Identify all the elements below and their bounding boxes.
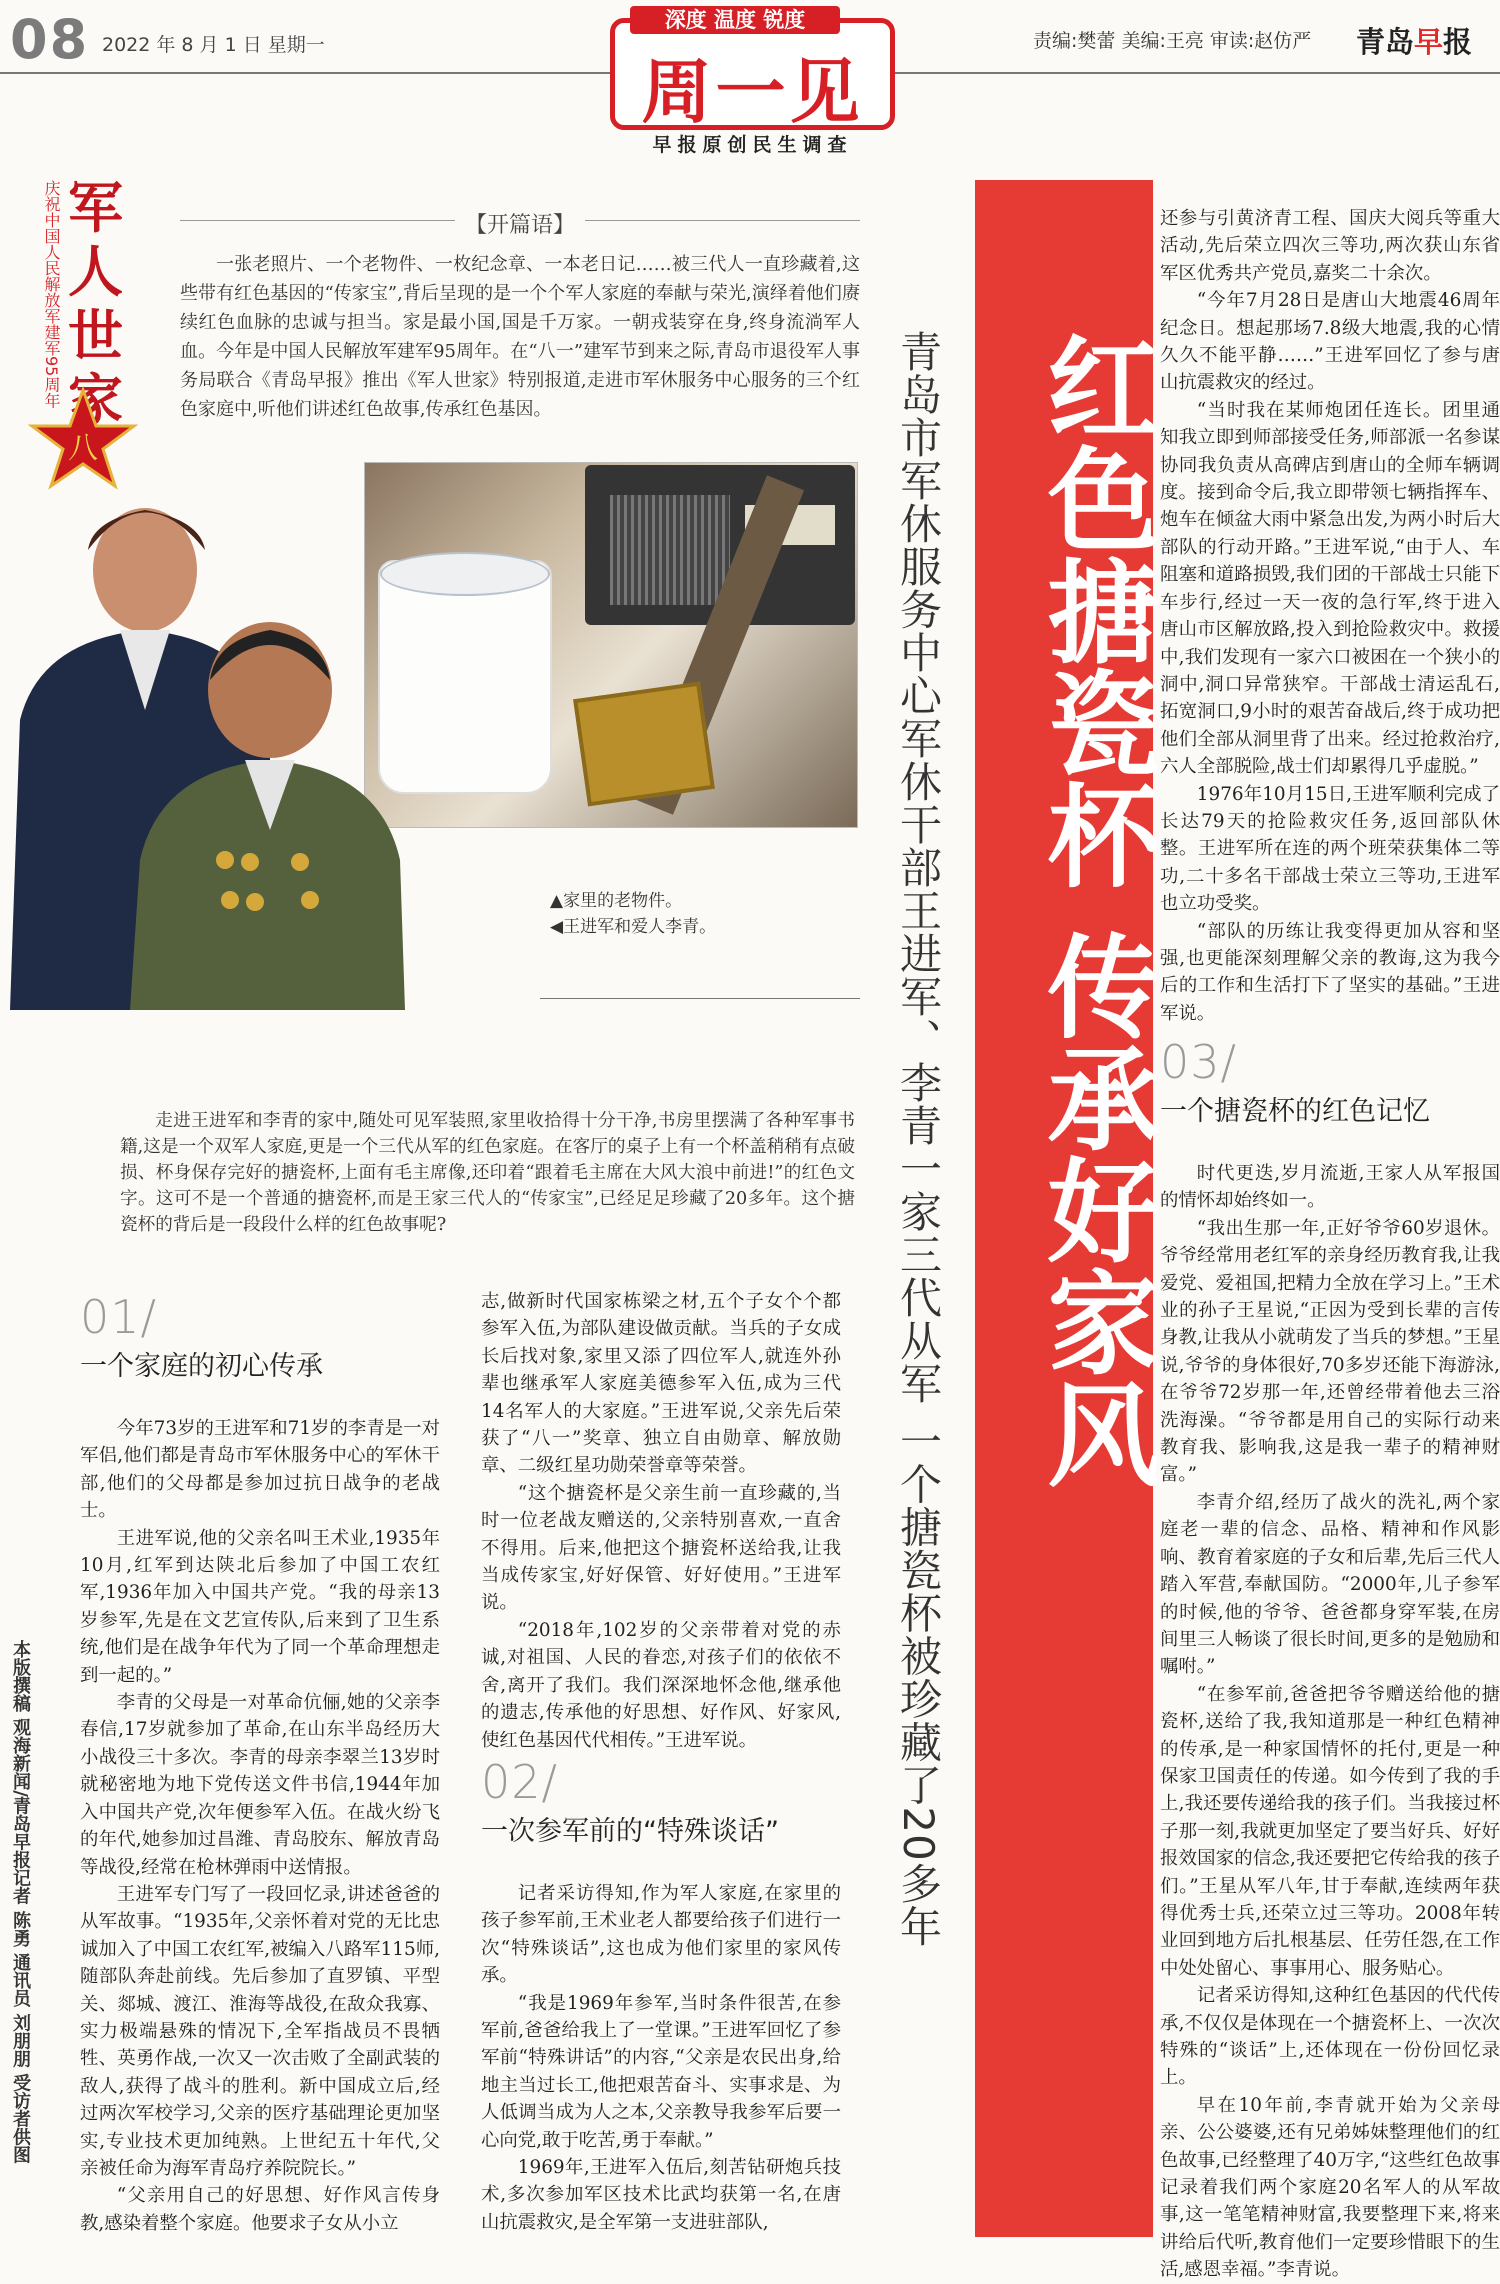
caption-rule xyxy=(540,998,860,999)
intro-paragraph: 走进王进军和李青的家中,随处可见军装照,家里收拾得十分干净,书房里摆满了各种军事书籍,这是一个双军人家庭,更是一个三代从军的红色家庭。在客厅的桌子上有一个杯盖稍稍有点破损、杯身保存完好的搪瓷杯,上面有毛主席像,还印着“跟着毛主席在大风大浪中前进!”的红色文字。这可不是一个普通的搪瓷杯,而是王家三代人的“传家宝”,已经足足珍藏了20多年。这个搪瓷杯的背后是一段段什么样的红色故事呢? xyxy=(120,1111,855,1235)
series-number: 八 xyxy=(68,431,98,466)
paragraph: 王进军专门写了一段回忆录,讲述爸爸的从军故事。“1935年,父亲怀着对党的无比忠诚加入了中国工农红军,被编入八路军115师,随部队奔赴前线。先后参加了直罗镇、平型关、郯城、渡江、淮海等战役,在敌众我寡、实力极端悬殊的情况下,全军指战员不畏牺牲、英勇作战,一次又一次击败了全副武装的敌人,获得了战斗的胜利。新中国成立后,经过两次军校学习,父亲的医疗基础理论更加坚实,专业技术更加纯熟。上世纪五十年代,父亲被任命为海军青岛疗养院院长。” xyxy=(80,1883,440,2179)
section-number: 03/ xyxy=(1160,1035,1238,1089)
section-02-header xyxy=(481,1755,841,1848)
caption-objects: ▲家里的老物件。 xyxy=(550,891,683,911)
paragraph: 时代更迭,岁月流逝,王家人从军报国的情怀却始终如一。 xyxy=(1160,1163,1500,1212)
couple-portrait xyxy=(0,480,500,1010)
caption-couple: ◀王进军和爱人李青。 xyxy=(550,917,717,937)
section-title: 一个搪瓷杯的红色记忆 xyxy=(1160,1096,1430,1127)
masthead-subtitle: 早报原创民生调查 xyxy=(652,134,853,156)
paragraph: 李青的父母是一对革命伉俪,她的父亲李春信,17岁就参加了革命,在山东半岛经历大小战役三十多次。李青的母亲李翠兰13岁时就秘密地为地下党传送文件书信,1944年加入中国共产党,次年便参军入伍。在战火纷飞的年代,她参加过昌潍、青岛胶东、解放青岛等战役,经常在枪林弹雨中送情报。 xyxy=(80,1692,440,1878)
sub-headline: 青岛市军休服务中心军休干部王进军、李青一家三代从军 一个搪瓷杯被珍藏了20多年 xyxy=(894,330,943,1948)
main-headline: 红色搪瓷杯 传承好家风 xyxy=(1029,330,1159,1489)
paragraph: 志,做新时代国家栋梁之材,五个子女个个都参军入伍,为部队建设做贡献。当兵的子女成长后找对象,家里又添了四位军人,就连外孙辈也继承军人家庭美德参军入伍,成为三代14名军人的大家庭。”王进军说,父亲先后荣获了“八一”奖章、独立自由勋章、解放勋章、二级红星功勋荣誉章等荣誉。 xyxy=(481,1291,841,1477)
section-01-body xyxy=(80,1415,440,2237)
paragraph: “我出生那一年,正好爷爷60岁退休。爷爷经常用老红军的亲身经历教育我,让我爱党、爱祖国,把精力全放在学习上。”王术业的孙子王星说,“正因为受到长辈的言传身教,让我从小就萌发了当兵的梦想。”王星说,爷爷的身体很好,70多岁还能下海游泳,在爷爷72岁那一年,还曾经带着他去三浴洗海澡。“爷爷都是用自己的实际行动来教育我、影响我,这是我一辈子的精神财富。” xyxy=(1160,1217,1500,1486)
photo-captions xyxy=(550,888,716,940)
preface-text: 一张老照片、一个老物件、一枚纪念章、一本老日记……被三代人一直珍藏着,这些带有红色基因的“传家宝”,背后呈现的是一个个军人家庭的奉献与荣光,演绎着他们赓续红色血脉的忠诚与担当。家是最小国,国是千万家。一朝戎装穿在身,终身流淌军人血。今年是中国人民解放军建军95周年。在“八一”建军节到来之际,青岛市退役军人事务局联合《青岛早报》推出《军人世家》特别报道,走进市军休服务中心服务的三个红色家庭中,听他们讲述红色故事,传承红色基因。 xyxy=(180,254,860,420)
section-number: 01/ xyxy=(80,1290,158,1344)
section-02-body xyxy=(481,1880,841,2236)
page-number: 08 xyxy=(10,8,90,71)
paragraph: 记者采访得知,这种红色基因的代代传承,不仅仅是体现在一个搪瓷杯上、一次次特殊的“谈话”上,还体现在一份份回忆录上。 xyxy=(1160,1985,1500,2089)
paragraph: 今年73岁的王进军和71岁的李青是一对军侣,他们都是青岛市军休服务中心的军休干部,他们的父母都是参加过抗日战争的老战士。 xyxy=(80,1418,440,1522)
paragraph: “父亲用自己的好思想、好作风言传身教,感染着整个家庭。他要求子女从小立 xyxy=(80,2185,440,2234)
paragraph: “今年7月28日是唐山大地震46周年纪念日。想起那场7.8级大地震,我的心情久久不能平静……”王进军回忆了参与唐山抗震救灾的经过。 xyxy=(1160,290,1500,394)
section-03-body xyxy=(1160,1160,1500,2284)
section-01-header xyxy=(80,1290,440,1383)
section-number: 02/ xyxy=(481,1755,559,1809)
paragraph: “2018年,102岁的父亲带着对党的赤诚,对祖国、人民的眷恋,对孩子们的依依不舍,离开了我们。我们深深地怀念他,继承他的遗志,传承他的好思想、好作风、好家风,使红色基因代代相传。”王进军说。 xyxy=(481,1619,841,1751)
paragraph: 1969年,王进军入伍后,刻苦钻研炮兵技术,多次参加军区技术比武均获第一名,在唐山抗震救灾,是全军第一支进驻部队, xyxy=(481,2157,841,2233)
section-02-continued xyxy=(1160,205,1500,1027)
newspaper-logo: 青岛早报 xyxy=(1356,25,1473,59)
masthead-title: 周一见 xyxy=(641,51,864,133)
series-anniversary-label: 庆祝中国人民解放军建军95周年 xyxy=(42,180,61,409)
paragraph: 李青介绍,经历了战火的洗礼,两个家庭老一辈的信念、品格、精神和作风影响、教育着家庭的子女和后辈,先后三代人踏入军营,奉献国防。“2000年,儿子参军的时候,他的爷爷、爸爸都身穿军装,在房间里三人畅谈了很长时间,更多的是勉励和嘱咐。” xyxy=(1160,1491,1500,1678)
series-name: 军人世家 xyxy=(68,175,124,432)
paragraph: 记者采访得知,作为军人家庭,在家里的孩子参军前,王术业老人都要给孩子们进行一次“特殊谈话”,这也成为他们家里的家风传承。 xyxy=(481,1883,841,1987)
paragraph: 王进军说,他的父亲名叫王术业,1935年10月,红军到达陕北后参加了中国工农红军,1936年加入中国共产党。“我的母亲13岁参军,先是在文艺宣传队,后来到了卫生系统,他们是在战争年代为了同一个革命理想走到一起的。” xyxy=(80,1527,440,1686)
section-title: 一个家庭的初心传承 xyxy=(80,1351,323,1382)
paragraph: “这个搪瓷杯是父亲生前一直珍藏的,当时一位老战友赠送的,父亲特别喜欢,一直舍不得用。后来,他把这个搪瓷杯送给我,让我当成传家宝,好好保管、好好使用。”王进军说。 xyxy=(481,1482,841,1614)
masthead-slogan: 深度 温度 锐度 xyxy=(630,6,840,34)
section-01-continued xyxy=(481,1288,841,1754)
paragraph: “当时我在某师炮团任连长。团里通知我立即到师部接受任务,师部派一名参谋协同我负责从高碑店到唐山的全师车辆调度。接到命令后,我立即带领七辆指挥车、炮车在倾盆大雨中紧急出发,为两小时后大部队的行动开路。”王进军说,“由于人、车阻塞和道路损毁,我们团的干部战士只能下车步行,经过一天一夜的急行军,终于进入唐山市区解放路,投入到抢险救灾中。救援中,我们发现有一家六口被困在一个狭小的洞中,洞口异常狭窄。干部战士清运乱石,拓宽洞口,9小时的艰苦奋战后,终于成功把他们全部从洞里背了出来。经过抢救治疗,六人全部脱险,战士们却累得几乎虚脱。” xyxy=(1160,399,1500,778)
paragraph: “部队的历练让我变得更加从容和坚强,也更能深刻理解父亲的教诲,这为我今后的工作和生活打下了坚实的基础。”王进军说。 xyxy=(1160,920,1500,1024)
byline-credits: 本版撰稿 观海新闻/青岛早报记者 陈勇 通讯员 刘朋朋 受访者供图 xyxy=(10,1640,31,2164)
paragraph: “在参军前,爸爸把爷爷赠送给他的搪瓷杯,送给了我,我知道那是一种红色精神的传承,是一种家国情怀的托付,更是一种保家卫国责任的传递。如今传到了我的手上,我还要传递给我的孩子们。当我接过杯子那一刻,我就更加坚定了要当好兵、好好报效国家的信念,我还要把它传给我的孩子们。”王星从军八年,甘于奉献,连续两年获得优秀士兵,还荣立过三等功。2008年转业回到地方后扎根基层、任劳任怨,在工作中处处留心、事事用心、服务贴心。 xyxy=(1160,1683,1500,1979)
radio-speaker-grille xyxy=(610,495,730,605)
paragraph: 1976年10月15日,王进军顺利完成了长达79天的抢险救灾任务,返回部队休整。王进军所在连的两个班荣获集体二等功,二十多名干部战士荣立三等功,王进军也立功受奖。 xyxy=(1160,783,1500,915)
belt-buckle-image xyxy=(573,682,715,807)
paragraph: “我是1969年参军,当时条件很苦,在参军前,爸爸给我上了一堂课。”王进军回忆了参军前“特殊讲话”的内容,“父亲是农民出身,给地主当过长工,他把艰苦奋斗、实事求是、为人低调当成为人之本,父亲教导我参军后要一心向党,敢于吃苦,勇于奉献。” xyxy=(481,1992,841,2151)
paragraph: 早在10年前,李青就开始为父亲母亲、公公婆婆,还有兄弟姊妹整理他们的红色故事,已经整理了40万字,“这些红色故事记录着我们两个家庭20名军人的从军故事,这一笔笔精神财富,我要整理下来,将来讲给后代听,教育他们一定要珍惜眼下的生活,感恩幸福。”李青说。 xyxy=(1160,2094,1500,2281)
issue-date: 2022 年 8 月 1 日 星期一 xyxy=(102,34,325,56)
preface-title: 【开篇语】 xyxy=(464,213,575,238)
editor-credits: 责编:樊蕾 美编:王亮 审读:赵仿严 xyxy=(1033,30,1312,52)
paragraph: 还参与引黄济青工程、国庆大阅兵等重大活动,先后荣立四次三等功,两次获山东省军区优秀共产党员,嘉奖二十余次。 xyxy=(1160,208,1500,284)
section-03-header xyxy=(1160,1035,1500,1128)
section-title: 一次参军前的“特殊谈话” xyxy=(481,1816,779,1847)
